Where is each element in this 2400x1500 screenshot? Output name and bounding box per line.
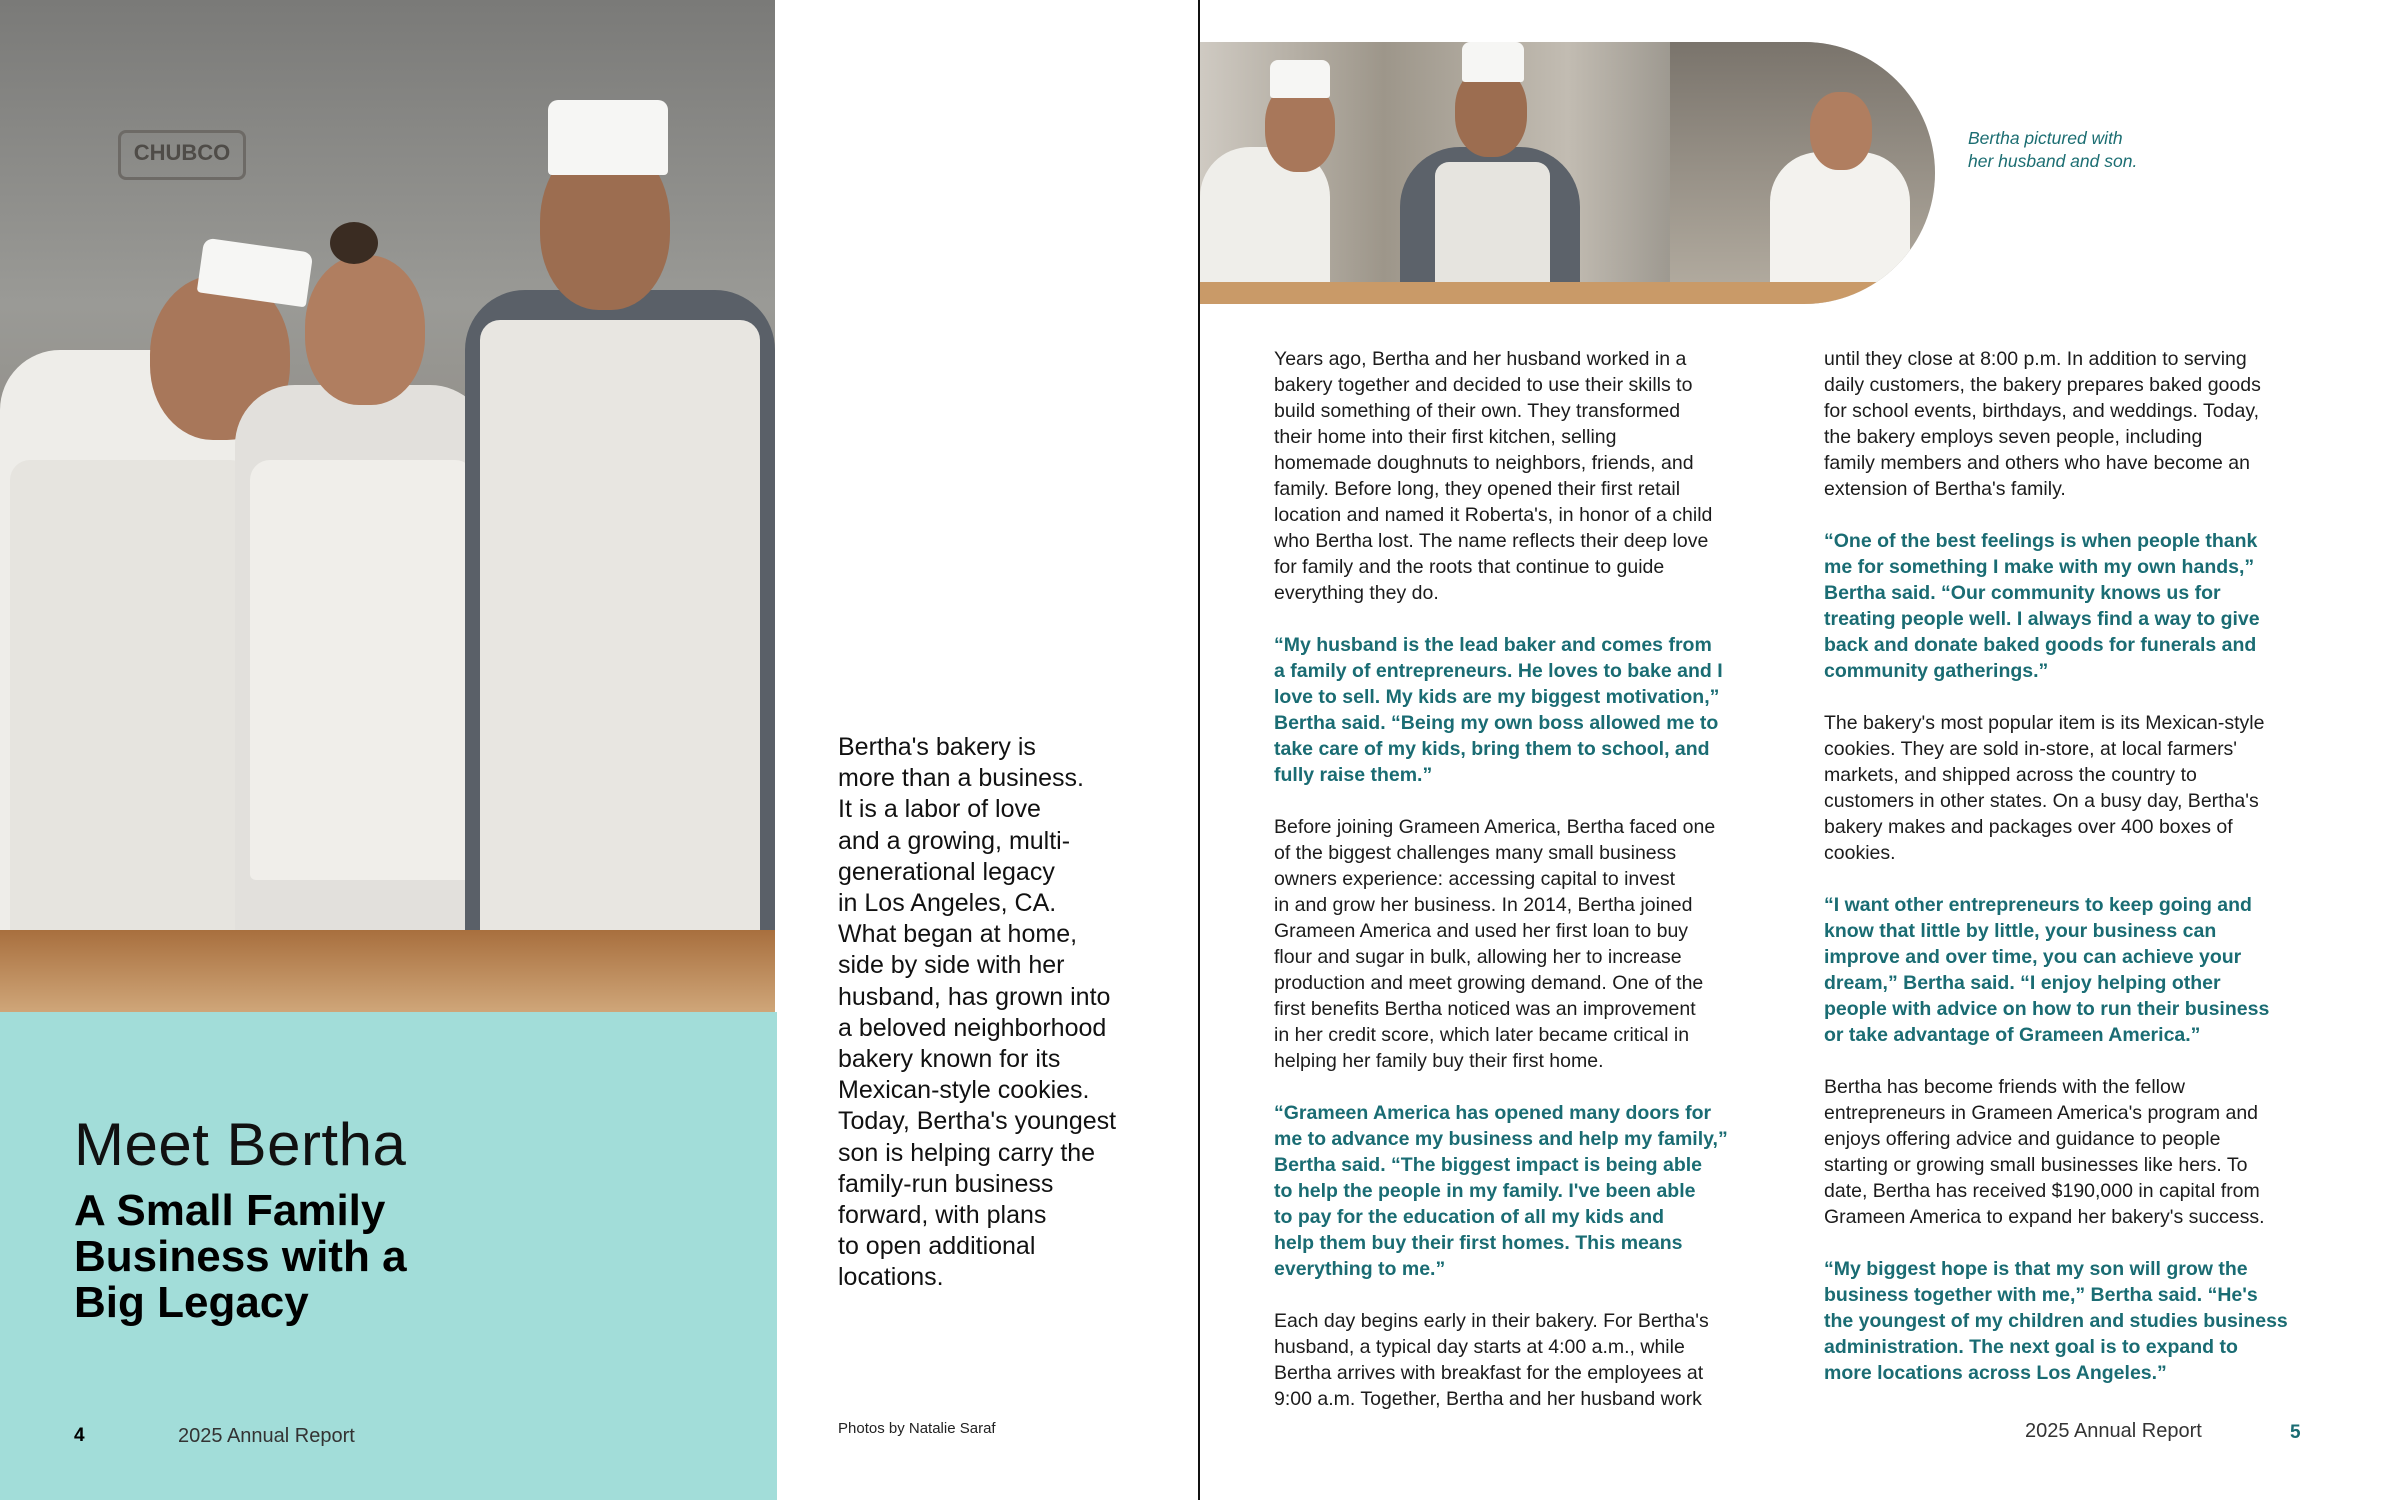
text-line: “My husband is the lead baker and comes from bbox=[1274, 634, 1712, 656]
text-line: administration. The next goal is to expand to bbox=[1824, 1336, 2238, 1358]
intro-line: locations. bbox=[838, 1263, 944, 1292]
intro-line: in Los Angeles, CA. bbox=[838, 889, 1057, 918]
intro-paragraph bbox=[838, 732, 1138, 1294]
body-paragraph bbox=[1824, 1074, 2324, 1230]
text-line: the youngest of my children and studies business bbox=[1824, 1310, 2288, 1332]
photo-credit: Photos by Natalie Saraf bbox=[838, 1420, 996, 1437]
text-line: 9:00 a.m. Together, Bertha and her husband work bbox=[1274, 1388, 1702, 1410]
text-line: or take advantage of Grameen America.” bbox=[1824, 1024, 2201, 1046]
page-number-left: 4 bbox=[74, 1425, 85, 1446]
text-line: Each day begins early in their bakery. For Bertha's bbox=[1274, 1310, 1709, 1332]
page-subtitle bbox=[74, 1188, 494, 1326]
text-line: helping her family buy their first home. bbox=[1274, 1050, 1604, 1072]
caption-line: Bertha pictured with bbox=[1968, 128, 2123, 148]
text-line: family members and others who have become an bbox=[1824, 452, 2250, 474]
text-line: Grameen America and used her first loan to buy bbox=[1274, 920, 1689, 942]
text-line: build something of their own. They transformed bbox=[1274, 400, 1681, 422]
text-line: Years ago, Bertha and her husband worked in a bbox=[1274, 348, 1687, 370]
pull-quote bbox=[1274, 632, 1774, 788]
intro-line: generational legacy bbox=[838, 857, 1055, 886]
intro-line: Today, Bertha's youngest bbox=[838, 1107, 1117, 1136]
intro-line: Bertha's bakery is bbox=[838, 733, 1036, 761]
text-line: more locations across Los Angeles.” bbox=[1824, 1362, 2167, 1384]
bakery-family-photo bbox=[0, 0, 775, 1012]
intro-line: side by side with her bbox=[838, 951, 1065, 980]
text-line: markets, and shipped across the country to bbox=[1824, 764, 2197, 786]
text-line: the bakery employs seven people, including bbox=[1824, 426, 2203, 448]
page-heading: Meet Bertha bbox=[74, 1111, 407, 1178]
text-line: cookies. They are sold in-store, at local farmers' bbox=[1824, 738, 2238, 760]
text-line: me for something I make with my own hands,” bbox=[1824, 556, 2255, 578]
body-paragraph bbox=[1824, 710, 2324, 866]
text-line: take care of my kids, bring them to school, and bbox=[1274, 738, 1710, 760]
text-line: until they close at 8:00 p.m. In addition to serving bbox=[1824, 348, 2247, 370]
text-line: entrepreneurs in Grameen America's program and bbox=[1824, 1102, 2259, 1124]
report-title-left: 2025 Annual Report bbox=[178, 1425, 355, 1447]
intro-line: a beloved neighborhood bbox=[838, 1013, 1107, 1042]
text-line: back and donate baked goods for funerals and bbox=[1824, 634, 2257, 656]
text-line: love to sell. My kids are my biggest motivation,” bbox=[1274, 686, 1720, 708]
pull-quote bbox=[1274, 1100, 1774, 1282]
body-paragraph bbox=[1274, 1308, 1774, 1412]
caption-line: her husband and son. bbox=[1968, 151, 2138, 171]
text-line: fully raise them.” bbox=[1274, 764, 1433, 786]
text-line: homemade doughnuts to neighbors, friends, and bbox=[1274, 452, 1694, 474]
text-line: “One of the best feelings is when people thank bbox=[1824, 530, 2258, 552]
text-line: in and grow her business. In 2014, Bertha joined bbox=[1274, 894, 1693, 916]
body-paragraph bbox=[1824, 346, 2324, 502]
text-line: Bertha said. “Our community knows us for bbox=[1824, 582, 2221, 604]
text-line: owners experience: accessing capital to invest bbox=[1274, 868, 1676, 890]
text-line: treating people well. I always find a way to give bbox=[1824, 608, 2260, 630]
photo-caption bbox=[1968, 127, 2188, 173]
text-line: Before joining Grameen America, Bertha faced one bbox=[1274, 816, 1716, 838]
intro-line: more than a business. bbox=[838, 764, 1084, 793]
text-line: people with advice on how to run their business bbox=[1824, 998, 2270, 1020]
text-line: help them buy their first homes. This means bbox=[1274, 1232, 1683, 1254]
intro-line: to open additional bbox=[838, 1232, 1036, 1261]
text-line: who Bertha lost. The name reflects their deep love bbox=[1274, 530, 1709, 552]
text-line: The bakery's most popular item is its Mexican-style bbox=[1824, 712, 2265, 734]
oven-stamp: CHUBCO bbox=[118, 130, 246, 180]
text-line: extension of Bertha's family. bbox=[1824, 478, 2066, 500]
subtitle-line: A Small Family bbox=[74, 1186, 386, 1235]
text-line: bakery together and decided to use their skills to bbox=[1274, 374, 1693, 396]
text-line: enjoys offering advice and guidance to people bbox=[1824, 1128, 2221, 1150]
text-line: flour and sugar in bulk, allowing her to increase bbox=[1274, 946, 1682, 968]
text-line: their home into their first kitchen, selling bbox=[1274, 426, 1617, 448]
intro-line: husband, has grown into bbox=[838, 982, 1111, 1011]
text-line: Bertha has become friends with the fellow bbox=[1824, 1076, 2185, 1098]
text-line: in her credit score, which later became critical in bbox=[1274, 1024, 1690, 1046]
intro-line: Mexican-style cookies. bbox=[838, 1076, 1090, 1105]
text-line: customers in other states. On a busy day, Bertha's bbox=[1824, 790, 2259, 812]
intro-line: bakery known for its bbox=[838, 1045, 1061, 1074]
article-column-2 bbox=[1824, 346, 2324, 1412]
text-line: Grameen America to expand her bakery's success. bbox=[1824, 1206, 2265, 1228]
text-line: everything to me.” bbox=[1274, 1258, 1446, 1280]
text-line: Bertha said. “The biggest impact is being able bbox=[1274, 1154, 1703, 1176]
text-line: to pay for the education of all my kids and bbox=[1274, 1206, 1665, 1228]
page-number-right: 5 bbox=[2290, 1422, 2301, 1443]
intro-line: family-run business bbox=[838, 1169, 1054, 1198]
text-line: “I want other entrepreneurs to keep going and bbox=[1824, 894, 2252, 916]
text-line: of the biggest challenges many small business bbox=[1274, 842, 1677, 864]
subtitle-line: Business with a bbox=[74, 1232, 407, 1281]
text-line: “My biggest hope is that my son will grow the bbox=[1824, 1258, 2248, 1280]
pull-quote bbox=[1824, 892, 2324, 1048]
text-line: daily customers, the bakery prepares baked goods bbox=[1824, 374, 2261, 396]
body-paragraph bbox=[1274, 814, 1774, 1074]
intro-line: What began at home, bbox=[838, 920, 1078, 949]
text-line: cookies. bbox=[1824, 842, 1896, 864]
text-line: date, Bertha has received $190,000 in capital from bbox=[1824, 1180, 2260, 1202]
intro-line: forward, with plans bbox=[838, 1201, 1047, 1230]
family-kitchen-photo bbox=[1200, 42, 1935, 304]
text-line: Bertha arrives with breakfast for the employees at bbox=[1274, 1362, 1704, 1384]
text-line: production and meet growing demand. One of the bbox=[1274, 972, 1704, 994]
text-line: everything they do. bbox=[1274, 582, 1439, 604]
intro-line: and a growing, multi- bbox=[838, 826, 1071, 855]
text-line: community gatherings.” bbox=[1824, 660, 2049, 682]
report-title-right: 2025 Annual Report bbox=[2025, 1420, 2202, 1442]
intro-line: son is helping carry the bbox=[838, 1138, 1096, 1167]
pull-quote bbox=[1824, 528, 2324, 684]
pull-quote bbox=[1824, 1256, 2324, 1386]
text-line: starting or growing small businesses like hers. To bbox=[1824, 1154, 2248, 1176]
text-line: husband, a typical day starts at 4:00 a.m., while bbox=[1274, 1336, 1685, 1358]
text-line: dream,” Bertha said. “I enjoy helping other bbox=[1824, 972, 2221, 994]
text-line: business together with me,” Bertha said. “He's bbox=[1824, 1284, 2258, 1306]
text-line: know that little by little, your business can bbox=[1824, 920, 2217, 942]
intro-line: It is a labor of love bbox=[838, 795, 1041, 824]
text-line: me to advance my business and help my family,” bbox=[1274, 1128, 1728, 1150]
text-line: first benefits Bertha noticed was an improvement bbox=[1274, 998, 1696, 1020]
text-line: to help the people in my family. I've been able bbox=[1274, 1180, 1696, 1202]
text-line: improve and over time, you can achieve your bbox=[1824, 946, 2242, 968]
subtitle-line: Big Legacy bbox=[74, 1278, 309, 1327]
text-line: for school events, birthdays, and weddings. Today, bbox=[1824, 400, 2260, 422]
text-line: a family of entrepreneurs. He loves to bake and I bbox=[1274, 660, 1723, 682]
text-line: Bertha said. “Being my own boss allowed me to bbox=[1274, 712, 1719, 734]
text-line: “Grameen America has opened many doors for bbox=[1274, 1102, 1712, 1124]
text-line: for family and the roots that continue to guide bbox=[1274, 556, 1665, 578]
text-line: family. Before long, they opened their first retail bbox=[1274, 478, 1681, 500]
text-line: location and named it Roberta's, in honor of a child bbox=[1274, 504, 1713, 526]
text-line: bakery makes and packages over 400 boxes of bbox=[1824, 816, 2233, 838]
article-column-1 bbox=[1274, 346, 1774, 1438]
body-paragraph bbox=[1274, 346, 1774, 606]
